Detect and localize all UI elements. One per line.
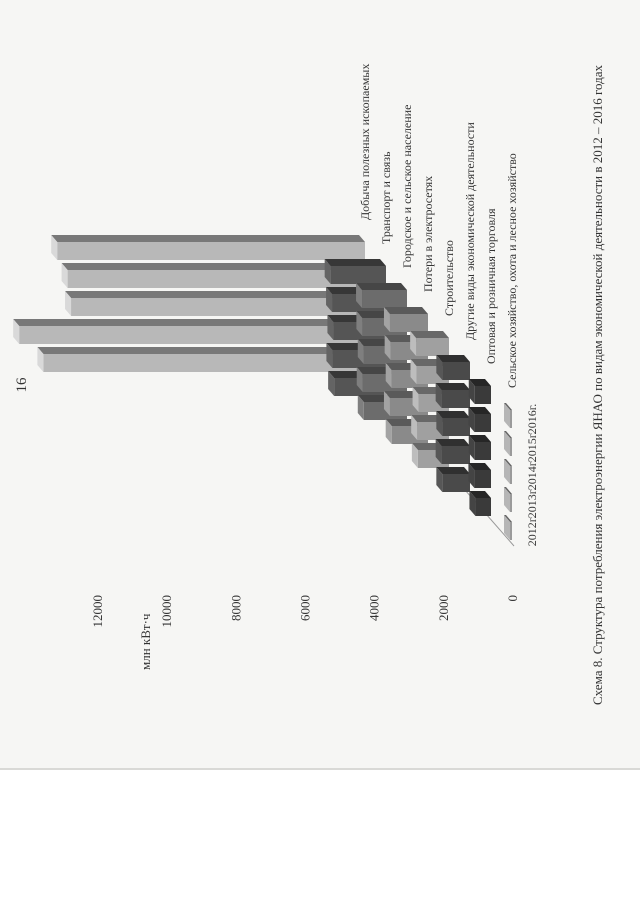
bar: [362, 290, 407, 308]
bar: [475, 386, 491, 404]
bar-side: [356, 283, 407, 290]
energy-consumption-chart: [0, 5, 640, 765]
y-axis-label: млн кВт·ч: [138, 613, 153, 670]
bar: [57, 242, 365, 260]
chart-caption: Схема 8. Структура потребления электроэнергии ЯНАО по видам экономической деятельности в 2012 – 2016 годах: [590, 64, 605, 706]
bar-side: [37, 347, 365, 354]
bar-side: [325, 259, 386, 266]
x-tick-label: 2012г.: [525, 515, 539, 547]
y-tick-label: 4000: [366, 595, 382, 621]
series-label: Оптовая и розничная торговля: [484, 208, 498, 364]
bar: [19, 326, 365, 344]
x-tick-label: 2015г.: [525, 431, 539, 463]
series-label: Добыча полезных ископаемых: [358, 63, 372, 220]
y-tick-label: 10000: [159, 595, 175, 628]
bar: [442, 474, 470, 492]
bar: [390, 314, 428, 332]
bar-side: [51, 235, 365, 242]
bar: [416, 338, 449, 356]
bar-side: [65, 291, 365, 298]
y-tick-label: 2000: [435, 595, 451, 621]
bar-side: [384, 307, 428, 314]
series-label: Транспорт и связь: [379, 151, 393, 244]
bar-side: [62, 263, 365, 270]
bar: [510, 522, 512, 540]
bar: [510, 410, 512, 428]
page-edge: [0, 768, 640, 770]
bar-side: [410, 331, 449, 338]
y-tick-label: 12000: [90, 595, 105, 628]
bar-side: [13, 319, 365, 326]
bar: [71, 298, 365, 316]
bar-side: [436, 439, 470, 446]
bar: [510, 438, 512, 456]
bar: [475, 442, 491, 460]
bar: [510, 494, 512, 512]
bar: [474, 414, 491, 432]
page-number: 16: [14, 377, 30, 393]
series-label: Другие виды экономической деятельности: [463, 122, 477, 340]
y-tick-label: 6000: [297, 595, 313, 621]
bar: [43, 354, 365, 372]
bar: [510, 466, 512, 484]
bar: [475, 498, 491, 516]
bar: [442, 362, 470, 380]
x-tick-label: 2016г.: [525, 403, 539, 435]
bar: [331, 266, 386, 284]
bar: [442, 418, 470, 436]
y-tick-label: 8000: [228, 595, 244, 621]
series-label: Городское и сельское население: [400, 104, 414, 268]
bar-side: [436, 383, 470, 390]
series-label: Строительство: [442, 240, 456, 316]
bar: [442, 446, 470, 464]
rotated-page-content: [0, 5, 640, 765]
x-tick-label: 2013г.: [525, 487, 539, 519]
bar: [442, 390, 470, 408]
bar: [68, 270, 365, 288]
y-tick-label: 0: [505, 595, 520, 602]
series-label: Сельское хозяйство, охота и лесное хозяйство: [505, 153, 519, 388]
series-label: Потери в электросетях: [421, 175, 435, 292]
x-tick-label: 2014г.: [525, 459, 539, 491]
bar: [474, 470, 491, 488]
